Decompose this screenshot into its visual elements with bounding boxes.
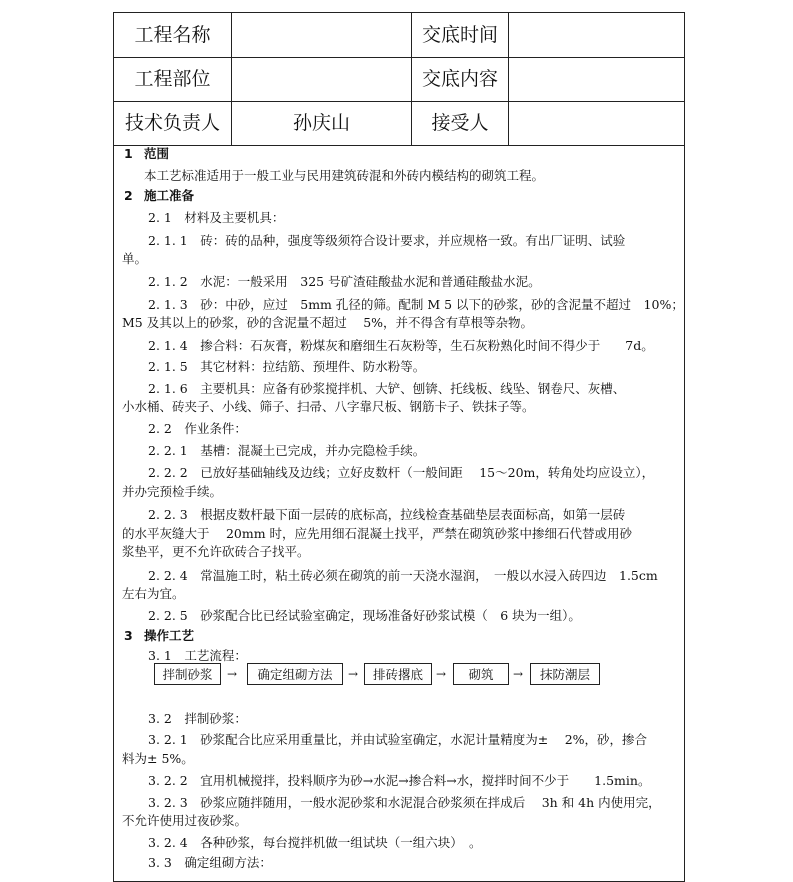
section-2-title: 施工准备 [144, 188, 195, 203]
tech-lead-value: 孙庆山 [292, 112, 350, 134]
flow-step-damp-proof: 抹防潮层 [530, 663, 600, 685]
line-2-1-6b: 小水桶、砖夹子、小线、筛子、扫帚、八字靠尺板、钢筋卡子、铁抹子等。 [122, 399, 535, 414]
line-2-1: 2. 1 材料及主要机具： [148, 210, 285, 225]
line-3-2-3a: 3. 2. 3 砂浆应随拌随用，一般水泥砂浆和水泥混合砂浆须在拌成后 3h 和 4h 内使用完， [148, 795, 661, 810]
line-3-1: 3. 1 工艺流程： [148, 648, 247, 663]
line-3-2-4: 3. 2. 4 各种砂浆，每台搅拌机做一组试块（一组六块） 。 [148, 835, 482, 850]
flow-step-masonry: 砌筑 [453, 663, 509, 685]
handover-time-value [509, 13, 684, 57]
line-3-2-1a: 3. 2. 1 砂浆配合比应采用重量比，并由试验室确定，水泥计量精度为± 2%，砂，掺合 [148, 732, 648, 747]
project-name-value [232, 13, 411, 57]
section-1-title: 范围 [144, 146, 170, 161]
handover-content-label: 交底内容 [421, 68, 498, 90]
section-2-number: 2 [124, 188, 133, 203]
header-row-project-part [114, 57, 684, 102]
line-2-1-5: 2. 1. 5 其它材料：拉结筋、预埋件、防水粉等。 [148, 359, 426, 374]
line-3-2: 3. 2 拌制砂浆： [148, 711, 247, 726]
line-2-2: 2. 2 作业条件： [148, 421, 247, 436]
line-2-2-2a: 2. 2. 2 已放好基础轴线及边线；立好皮数杆（一般间距 15～20m，转角处均应设立）， [148, 465, 655, 480]
line-2-1-3b: M5 及其以上的砂浆，砂的含泥量不超过 5%，并不得含有草根等杂物。 [122, 315, 534, 330]
flow-arrow-icon: → [513, 667, 524, 681]
line-2-1-4: 2. 1. 4 掺合料：石灰膏，粉煤灰和磨细生石灰粉等，生石灰粉熟化时间不得少于 7d。 [148, 338, 654, 353]
section-1-paragraph: 本工艺标准适用于一般工业与民用建筑砖混和外砖内模结构的砌筑工程。 [144, 168, 545, 183]
line-3-3: 3. 3 确定组砌方法： [148, 855, 272, 870]
line-2-1-3a: 2. 1. 3 砂：中砂，应过 5mm 孔径的筛。配制 M 5 以下的砂浆，砂的含泥量不超过 10%； [148, 297, 684, 312]
tech-lead-label: 技术负责人 [124, 112, 220, 134]
flow-arrow-icon: → [227, 667, 238, 681]
line-3-2-3b: 不允许使用过夜砂浆。 [122, 813, 248, 828]
line-2-1-1a: 2. 1. 1 砖：砖的品种，强度等级须符合设计要求，并应规格一致。有出厂证明、试验 [148, 233, 626, 248]
project-part-value [232, 57, 411, 101]
receiver-value [509, 101, 684, 145]
line-3-2-2: 3. 2. 2 宜用机械搅拌，投料顺序为砂→水泥→掺合料→水，搅拌时间不少于 1.5min。 [148, 773, 651, 788]
flow-step-layout: 排砖撂底 [364, 663, 432, 685]
line-2-2-2b: 并办完预检手续。 [122, 484, 223, 499]
project-part-label: 工程部位 [134, 68, 211, 90]
flow-step-bond-method: 确定组砌方法 [247, 663, 343, 685]
line-2-2-4b: 左右为宜。 [122, 586, 185, 601]
line-2-1-6a: 2. 1. 6 主要机具：应备有砂浆搅拌机、大铲、刨锛、托线板、线坠、钢卷尺、灰槽、 [148, 381, 626, 396]
section-3-number: 3 [124, 628, 133, 643]
section-3-title: 操作工艺 [144, 628, 195, 643]
flow-arrow-icon: → [436, 667, 447, 681]
header-row-project-name [114, 13, 684, 58]
flow-step-mix-mortar: 拌制砂浆 [154, 663, 221, 685]
handover-time-label: 交底时间 [421, 24, 498, 46]
line-2-2-3a: 2. 2. 3 根据皮数杆最下面一层砖的底标高，拉线检查基础垫层表面标高，如第一层砖 [148, 507, 626, 522]
line-2-1-2: 2. 1. 2 水泥：一般采用 325 号矿渣硅酸盐水泥和普通硅酸盐水泥。 [148, 274, 541, 289]
header-row-tech-lead [114, 101, 684, 146]
project-name-label: 工程名称 [134, 24, 211, 46]
line-2-1-1b: 单。 [122, 251, 148, 266]
section-1-number: 1 [124, 146, 133, 161]
line-2-2-4a: 2. 2. 4 常温施工时，粘土砖必须在砌筑的前一天浇水湿润， 一般以水浸入砖四边 1.5cm [148, 568, 658, 583]
line-2-2-3c: 浆垫平，更不允许砍砖合子找平。 [122, 544, 310, 559]
handover-content-value [509, 57, 684, 101]
line-2-2-3b: 的水平灰缝大于 20mm 时，应先用细石混凝土找平，严禁在砌筑砂浆中掺细石代替或用砂 [122, 526, 633, 541]
line-3-2-1b: 料为± 5%。 [122, 751, 194, 766]
line-2-2-5: 2. 2. 5 砂浆配合比已经试验室确定，现场准备好砂浆试模（ 6 块为一组）。 [148, 608, 581, 623]
receiver-label: 接受人 [431, 112, 489, 134]
flow-arrow-icon: → [348, 667, 359, 681]
line-2-2-1: 2. 2. 1 基槽：混凝土已完成，并办完隐检手续。 [148, 443, 426, 458]
